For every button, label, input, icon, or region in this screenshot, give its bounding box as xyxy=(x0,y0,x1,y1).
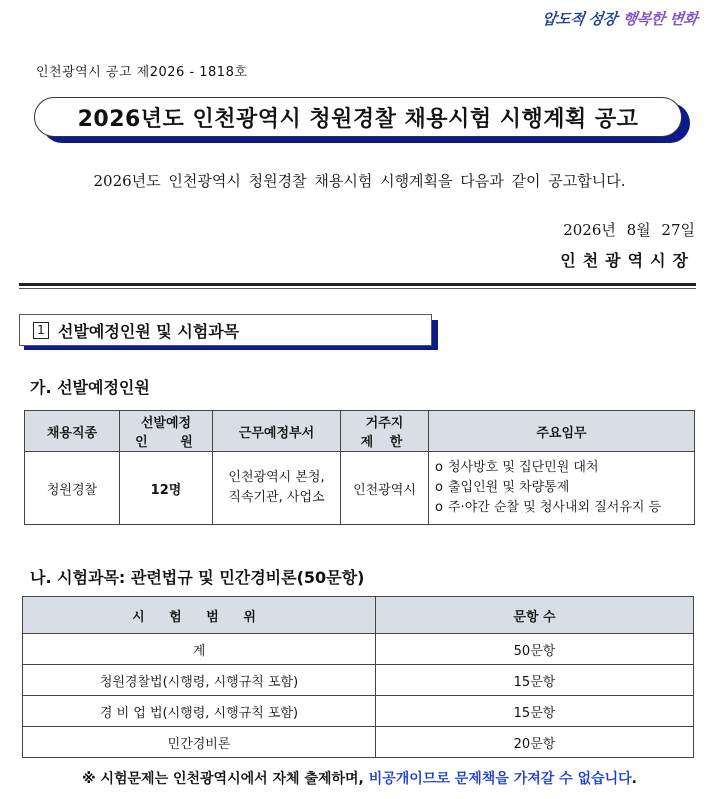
section-title: 선발예정인원 및 시험과목 xyxy=(58,321,240,341)
page-title: 2026년도 인천광역시 청원경찰 채용시험 시행계획 공고 xyxy=(34,97,682,137)
notice-part-2: 비공개이므로 문제책을 가져갈 수 없습니다 xyxy=(368,771,632,787)
city-slogan xyxy=(540,8,698,29)
announcement-date: 2026년 8월 27일 xyxy=(563,221,695,239)
divider-thick xyxy=(19,283,696,286)
issuer-name: 인천광역시장 xyxy=(560,251,695,270)
cell-range: 민간경비론 xyxy=(23,727,376,758)
announcement-number: 인천광역시 공고 제2026 - 1818호 xyxy=(36,65,248,80)
cell-dept: 인천광역시 본청, 직속기관, 사업소 xyxy=(213,452,341,525)
notice-part-1: 시험문제는 인천광역시에서 자체 출제하며, xyxy=(100,771,364,787)
divider-thin xyxy=(19,288,696,289)
recruitment-table xyxy=(24,410,695,525)
section-number-box: 1 xyxy=(33,322,49,339)
header-residence: 거주지 제 한 xyxy=(341,411,429,452)
slogan-part-1: 압도적 성장 xyxy=(540,10,618,28)
cell-count: 50문항 xyxy=(376,634,694,665)
header-range: 시 험 범 위 xyxy=(23,597,376,634)
reference-mark: ※ xyxy=(81,771,96,787)
header-quota: 선발예정 인 원 xyxy=(120,411,213,452)
table-row xyxy=(23,696,694,727)
exam-notice xyxy=(0,768,719,788)
list-item: o 출입인원 및 차량통제 xyxy=(435,480,570,495)
header-position: 채용직종 xyxy=(25,411,120,452)
section-heading xyxy=(19,314,432,346)
cell-position: 청원경찰 xyxy=(25,452,120,525)
list-item: o 주·야간 순찰 및 청사내외 질서유지 등 xyxy=(435,500,662,515)
header-count: 문항 수 xyxy=(376,597,694,634)
intro-text: 2026년도 인천광역시 청원경찰 채용시험 시행계획을 다음과 같이 공고합니다. xyxy=(93,172,626,190)
header-dept: 근무예정부서 xyxy=(213,411,341,452)
list-item: o 청사방호 및 집단민원 대처 xyxy=(435,460,599,475)
subject-table xyxy=(22,596,694,758)
table-row xyxy=(23,665,694,696)
cell-duties xyxy=(429,452,695,525)
table-header-row xyxy=(25,411,695,452)
cell-count: 15문항 xyxy=(376,696,694,727)
table-row xyxy=(23,727,694,758)
cell-quota: 12명 xyxy=(120,452,213,525)
table-row xyxy=(23,634,694,665)
table-row xyxy=(25,452,695,525)
cell-range: 청원경찰법(시행령, 시행규칙 포함) xyxy=(23,665,376,696)
slogan-part-2: 행복한 변화 xyxy=(620,10,699,28)
cell-range: 경 비 업 법(시행령, 시행규칙 포함) xyxy=(23,696,376,727)
cell-residence: 인천광역시 xyxy=(341,452,429,525)
table-header-row xyxy=(23,597,694,634)
cell-count: 20문항 xyxy=(376,727,694,758)
subheading-subjects: 나. 시험과목: 관련법규 및 민간경비론(50문항) xyxy=(30,568,365,587)
notice-period: . xyxy=(631,771,637,787)
subheading-quota: 가. 선발예정인원 xyxy=(30,378,150,397)
cell-count: 15문항 xyxy=(376,665,694,696)
cell-range: 계 xyxy=(23,634,376,665)
header-duties: 주요임무 xyxy=(429,411,695,452)
